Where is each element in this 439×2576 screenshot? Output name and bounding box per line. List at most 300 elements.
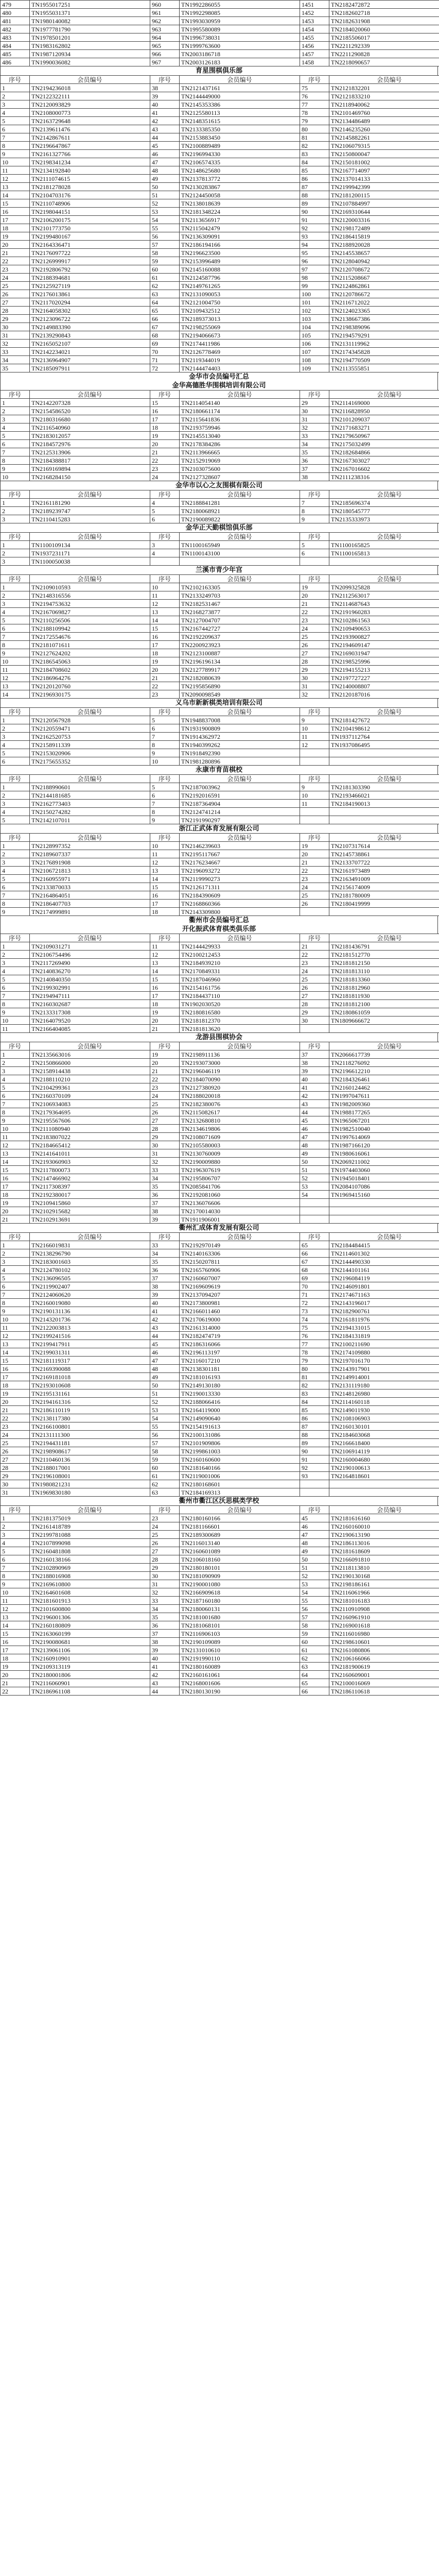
table-row	[1, 1258, 439, 1266]
member-id-cell: TN2144181685	[30, 791, 150, 800]
seq-cell: 7	[150, 800, 180, 808]
table-row	[1, 1158, 439, 1166]
member-id-cell: TN2168284150	[30, 473, 150, 481]
seq-cell: 6	[150, 791, 180, 800]
seq-cell: 24	[300, 967, 329, 975]
member-header: 会员编号	[30, 834, 150, 842]
member-header: 会员编号	[180, 834, 300, 842]
member-id-cell: TN1977781790	[30, 25, 150, 33]
seq-cell: 29	[150, 1133, 180, 1141]
member-id-cell: TN2149090640	[180, 1414, 300, 1422]
member-id-cell: TN1999763600	[180, 42, 300, 50]
member-id-cell: TN2160607007	[180, 1274, 300, 1282]
seq-cell: 80	[300, 125, 329, 133]
seq-cell: 5	[1, 975, 30, 984]
seq-cell: 28	[150, 1125, 180, 1133]
table-row	[1, 125, 439, 133]
member-id-cell: TN2188017001	[30, 1464, 150, 1472]
member-table	[0, 707, 439, 766]
seq-cell: 5	[1, 1274, 30, 1282]
member-id-cell: TN2161327766	[30, 150, 150, 158]
member-id-cell	[180, 557, 300, 566]
member-id-cell: TN2182472872	[329, 1, 439, 9]
member-header: 会员编号	[180, 775, 300, 783]
table-row	[1, 1514, 439, 1522]
member-id-cell: TN1931900809	[180, 724, 300, 733]
member-id-cell: TN2140840350	[30, 975, 150, 984]
member-id-cell: TN2162773403	[30, 800, 150, 808]
member-id-cell: TN2167069827	[30, 608, 150, 616]
seq-cell: 9	[300, 716, 329, 724]
member-id-cell: TN2192806792	[30, 265, 150, 274]
seq-cell: 41	[150, 1663, 180, 1671]
member-id-cell: TN2134486489	[329, 117, 439, 125]
member-id-cell: TN2116017210	[180, 1357, 300, 1365]
seq-cell: 967	[150, 58, 180, 66]
seq-cell: 9	[1, 649, 30, 657]
member-id-cell: TN1911906001	[180, 1215, 300, 1224]
table-row	[1, 1406, 439, 1414]
member-id-cell: TN2116828950	[329, 407, 439, 415]
seq-cell: 34	[1, 356, 30, 364]
member-id-cell: TN2127789917	[180, 666, 300, 674]
seq-cell: 90	[300, 1447, 329, 1455]
member-id-cell: TN2184939210	[180, 959, 300, 967]
member-id-cell: TN2116061966	[329, 1588, 439, 1597]
member-id-cell	[329, 1215, 439, 1224]
seq-cell: 20	[1, 1671, 30, 1679]
seq-cell: 35	[300, 448, 329, 456]
seq-cell: 5	[150, 783, 180, 791]
member-id-cell: TN2178384286	[180, 440, 300, 448]
member-id-cell: TN2164336471	[30, 241, 150, 249]
table-row	[1, 1207, 439, 1215]
seq-cell: 486	[1, 58, 30, 66]
member-id-cell: TN2113555851	[329, 364, 439, 372]
seq-cell: 964	[150, 33, 180, 42]
member-id-cell: TN1937086495	[329, 741, 439, 749]
seq-cell: 107	[300, 348, 329, 356]
header-row	[1, 834, 439, 842]
member-id-cell: TN2169310644	[329, 208, 439, 216]
seq-cell: 3	[1, 415, 30, 423]
member-id-cell: TN2149130180	[180, 1381, 300, 1389]
seq-cell	[300, 1480, 329, 1488]
member-id-cell: TN2196647867	[30, 142, 150, 150]
table-row	[1, 1605, 439, 1613]
table-row	[1, 608, 439, 616]
member-id-cell: TN2138667386	[329, 315, 439, 323]
member-id-cell: TN2179364695	[30, 1108, 150, 1116]
seq-cell: 24	[300, 883, 329, 891]
member-id-cell: TN2190080681	[30, 1638, 150, 1646]
table-row	[1, 9, 439, 17]
member-id-cell: TN2084107086	[329, 1182, 439, 1191]
member-id-cell: TN1980140082	[30, 17, 150, 25]
member-header: 会员编号	[30, 490, 150, 499]
member-id-cell: TN2003126183	[180, 58, 300, 66]
member-id-cell: TN2085841706	[180, 1182, 300, 1191]
member-id-cell: TN2182380076	[180, 1100, 300, 1108]
member-id-cell: TN2194236018	[30, 84, 150, 92]
member-id-cell: TN2138296790	[30, 1249, 150, 1258]
member-id-cell: TN2199480167	[30, 232, 150, 241]
member-id-cell: TN2193073000	[180, 1059, 300, 1067]
seq-header: 序号	[1, 76, 30, 84]
seq-cell: 58	[150, 249, 180, 257]
seq-cell: 28	[300, 657, 329, 666]
member-id-cell: TN2117800073	[30, 1166, 150, 1174]
table-row	[1, 1000, 439, 1008]
seq-cell: 82	[300, 142, 329, 150]
member-id-cell: TN2106166066	[329, 1654, 439, 1663]
seq-cell: 16	[1, 1638, 30, 1646]
header-row	[1, 1233, 439, 1241]
seq-cell: 3	[150, 541, 180, 549]
seq-cell: 103	[300, 315, 329, 323]
section-title: 开化振武体育棋类俱乐部	[0, 925, 438, 934]
member-id-cell: TN2183001603	[30, 1258, 150, 1266]
seq-cell: 62	[150, 282, 180, 290]
seq-cell: 6	[1, 757, 30, 766]
seq-cell: 35	[150, 1258, 180, 1266]
member-id-cell: TN2161080806	[329, 1646, 439, 1654]
member-header: 会员编号	[30, 1506, 150, 1514]
member-id-cell: TN2110748906	[30, 199, 150, 208]
seq-cell: 49	[150, 175, 180, 183]
member-id-cell: TN2127380920	[180, 1083, 300, 1092]
seq-cell: 963	[150, 25, 180, 33]
table-row	[1, 1621, 439, 1630]
seq-cell: 3	[1, 959, 30, 967]
seq-cell: 7	[1, 1564, 30, 1572]
member-id-cell: TN2194431181	[30, 1439, 150, 1447]
table-row	[1, 1215, 439, 1224]
table-row	[1, 624, 439, 633]
section-title: 金华高德胜华围棋培训有限公司	[0, 381, 438, 390]
table-row	[1, 109, 439, 117]
seq-cell: 19	[150, 657, 180, 666]
member-id-cell: TN2108071609	[180, 1133, 300, 1141]
member-id-cell: TN2181071611	[30, 641, 150, 649]
member-id-cell: TN1100165949	[180, 541, 300, 549]
seq-cell: 3	[1, 1531, 30, 1539]
member-id-cell: TN2170619000	[180, 1315, 300, 1324]
table-row	[1, 674, 439, 682]
header-row	[1, 575, 439, 583]
member-id-cell	[329, 1199, 439, 1207]
seq-cell: 3	[1, 100, 30, 109]
seq-cell: 99	[300, 282, 329, 290]
member-id-cell: TN2167442727	[180, 624, 300, 633]
member-id-cell: TN2120559471	[30, 724, 150, 733]
table-row	[1, 33, 439, 42]
seq-cell: 16	[150, 633, 180, 641]
seq-header: 序号	[300, 76, 329, 84]
member-id-cell: TN2142207328	[30, 399, 150, 407]
seq-cell: 5	[1, 749, 30, 757]
table-row	[1, 591, 439, 600]
member-id-cell	[329, 557, 439, 566]
member-id-cell: TN2160180809	[30, 1621, 150, 1630]
member-id-cell: TN2131119180	[329, 1381, 439, 1389]
seq-cell: 23	[150, 465, 180, 473]
seq-cell: 61	[300, 1646, 329, 1654]
seq-cell: 1452	[300, 9, 329, 17]
seq-cell: 43	[150, 1324, 180, 1332]
seq-cell: 29	[1, 315, 30, 323]
seq-cell: 1456	[300, 42, 329, 50]
member-id-cell: TN2181813360	[329, 975, 439, 984]
member-id-cell: TN2101600800	[30, 1605, 150, 1613]
member-header: 会员编号	[30, 934, 150, 942]
section-title: 衢州汇成体育发展有限公司	[0, 1224, 438, 1232]
seq-cell: 42	[150, 1315, 180, 1324]
member-id-cell: TN2131119962	[329, 340, 439, 348]
member-id-cell: TN2143917901	[329, 1365, 439, 1373]
member-id-cell: TN2120708672	[329, 265, 439, 274]
table-row	[1, 1539, 439, 1547]
table-row	[1, 1241, 439, 1249]
seq-cell: 33	[300, 432, 329, 440]
member-id-cell: TN2180419999	[329, 900, 439, 908]
table-row	[1, 1092, 439, 1100]
seq-cell: 27	[300, 992, 329, 1000]
seq-header: 序号	[300, 775, 329, 783]
seq-cell: 90	[300, 208, 329, 216]
seq-cell: 25	[300, 633, 329, 641]
member-id-cell: TN2120003316	[329, 216, 439, 224]
member-id-cell: TN2107884997	[329, 199, 439, 208]
seq-cell: 30	[300, 407, 329, 415]
seq-cell: 37	[150, 1199, 180, 1207]
member-id-cell: TN2160961910	[329, 1613, 439, 1621]
table-row	[1, 942, 439, 951]
member-id-cell: TN2199302991	[30, 984, 150, 992]
seq-header: 序号	[150, 708, 180, 716]
seq-cell: 9	[150, 749, 180, 757]
seq-cell: 19	[150, 432, 180, 440]
member-header: 会员编号	[180, 490, 300, 499]
seq-cell: 42	[150, 1671, 180, 1679]
member-id-cell: TN2147466902	[30, 1174, 150, 1182]
seq-cell: 38	[300, 473, 329, 481]
table-row	[1, 733, 439, 741]
member-id-cell: TN2187003962	[180, 783, 300, 791]
seq-cell: 29	[300, 1008, 329, 1016]
seq-cell: 33	[150, 1166, 180, 1174]
member-id-cell: TN2126999917	[30, 257, 150, 265]
seq-cell: 56	[150, 232, 180, 241]
member-id-cell: TN1992298085	[180, 9, 300, 17]
seq-cell: 17	[1, 216, 30, 224]
table-row	[1, 1067, 439, 1075]
seq-header: 序号	[300, 391, 329, 399]
seq-cell: 22	[150, 1075, 180, 1083]
member-id-cell: TN2169181018	[30, 1373, 150, 1381]
table-row	[1, 1307, 439, 1315]
seq-cell: 96	[300, 257, 329, 265]
member-id-cell: TN1937231171	[30, 549, 150, 557]
table-row	[1, 1630, 439, 1638]
table-row	[1, 1588, 439, 1597]
member-id-cell: TN2193010608	[30, 1381, 150, 1389]
seq-header: 序号	[150, 1506, 180, 1514]
seq-cell: 11	[150, 591, 180, 600]
seq-cell: 9	[1, 1116, 30, 1125]
member-id-cell: TN2193900827	[329, 633, 439, 641]
seq-cell: 62	[300, 1654, 329, 1663]
member-id-cell: TN2188841281	[180, 499, 300, 507]
member-id-cell: TN2193759946	[180, 423, 300, 432]
seq-cell: 31	[150, 1580, 180, 1588]
member-id-cell: TN2116540960	[30, 423, 150, 432]
seq-cell: 966	[150, 50, 180, 58]
member-id-cell: TN2194753632	[30, 600, 150, 608]
member-id-cell: TN2164818601	[329, 1472, 439, 1480]
member-id-cell: TN2186415819	[329, 232, 439, 241]
member-id-cell: TN2101773750	[30, 224, 150, 232]
seq-cell: 1	[1, 942, 30, 951]
seq-cell: 66	[150, 315, 180, 323]
seq-cell: 70	[300, 1282, 329, 1291]
seq-cell: 8	[1, 1000, 30, 1008]
table-row	[1, 232, 439, 241]
seq-cell: 1	[1, 1050, 30, 1059]
seq-cell: 46	[300, 1522, 329, 1531]
seq-cell: 106	[300, 340, 329, 348]
member-id-cell: TN2146235260	[329, 125, 439, 133]
member-id-cell: TN2160160010	[329, 1522, 439, 1531]
member-header: 会员编号	[30, 575, 150, 583]
member-id-cell: TN2105580003	[180, 1141, 300, 1149]
header-row	[1, 533, 439, 541]
seq-cell: 3	[1, 800, 30, 808]
member-id-cell: TN2136964907	[30, 356, 150, 364]
seq-header: 序号	[300, 708, 329, 716]
seq-cell: 2	[1, 591, 30, 600]
table-row	[1, 1075, 439, 1083]
member-id-cell: TN2187364904	[180, 800, 300, 808]
member-id-cell: TN2189607337	[30, 850, 150, 858]
member-id-cell: TN1948837008	[180, 716, 300, 724]
seq-cell: 18	[1, 1381, 30, 1389]
seq-cell: 50	[150, 183, 180, 191]
seq-header: 序号	[300, 575, 329, 583]
seq-cell: 12	[1, 674, 30, 682]
seq-cell: 1457	[300, 50, 329, 58]
member-id-cell: TN2170849331	[180, 967, 300, 975]
seq-cell: 27	[300, 649, 329, 657]
table-row	[1, 142, 439, 150]
seq-cell: 20	[150, 440, 180, 448]
seq-cell: 5	[1, 432, 30, 440]
seq-cell: 21	[300, 942, 329, 951]
member-id-cell: TN2190131136	[30, 1307, 150, 1315]
member-id-cell: TN2003186718	[180, 50, 300, 58]
member-id-cell: TN2104299361	[30, 1083, 150, 1092]
table-row	[1, 423, 439, 432]
seq-cell: 1	[1, 783, 30, 791]
header-row	[1, 1042, 439, 1050]
member-id-cell: TN2133249703	[180, 591, 300, 600]
seq-cell: 67	[300, 1258, 329, 1266]
member-id-cell: TN2171683271	[329, 423, 439, 432]
member-id-cell: TN2115641836	[180, 415, 300, 423]
member-header: 会员编号	[329, 934, 439, 942]
member-id-cell: TN2191960283	[329, 608, 439, 616]
seq-cell: 14	[1, 1621, 30, 1630]
member-id-cell: TN2099325828	[329, 583, 439, 591]
table-row	[1, 507, 439, 515]
table-row	[1, 175, 439, 183]
seq-cell: 3	[1, 1258, 30, 1266]
member-id-cell: TN2196612210	[329, 1067, 439, 1075]
seq-cell: 8	[1, 900, 30, 908]
member-id-cell: TN2196307619	[180, 1166, 300, 1174]
seq-header: 序号	[150, 490, 180, 499]
seq-cell: 74	[300, 1315, 329, 1324]
member-id-cell: TN2140163306	[180, 1249, 300, 1258]
table-row	[1, 1059, 439, 1067]
member-id-cell: TN2181166601	[180, 1522, 300, 1531]
seq-cell: 17	[150, 641, 180, 649]
table-row	[1, 1083, 439, 1092]
table-row	[1, 407, 439, 415]
member-id-cell: TN2160370109	[30, 1092, 150, 1100]
table-row	[1, 158, 439, 166]
table-row	[1, 315, 439, 323]
section-title: 金华市会员编号汇总	[0, 372, 438, 381]
table-row	[1, 399, 439, 407]
member-id-cell: TN2116712022	[329, 298, 439, 307]
seq-cell: 5	[1, 117, 30, 125]
seq-cell: 79	[300, 117, 329, 125]
member-id-cell: TN2116016980	[329, 1630, 439, 1638]
seq-cell: 1	[1, 1241, 30, 1249]
seq-cell: 17	[1, 1373, 30, 1381]
member-id-cell: TN2196196134	[180, 657, 300, 666]
member-id-cell: TN1945018401	[329, 1174, 439, 1182]
member-id-cell: TN2182684866	[329, 448, 439, 456]
table-row	[1, 1025, 439, 1033]
member-id-cell: TN2181812100	[329, 1000, 439, 1008]
member-id-cell: TN2181119317	[30, 1357, 150, 1365]
member-id-cell: TN1100165813	[329, 549, 439, 557]
seq-cell: 23	[300, 959, 329, 967]
member-id-cell	[329, 749, 439, 757]
seq-cell: 36	[150, 1266, 180, 1274]
member-id-cell: TN2142867611	[30, 133, 150, 142]
member-id-cell: TN2180316680	[30, 415, 150, 423]
seq-cell: 1	[1, 84, 30, 92]
seq-cell: 34	[150, 1249, 180, 1258]
seq-cell: 7	[1, 133, 30, 142]
member-id-cell: TN2182602718	[329, 9, 439, 17]
seq-cell: 32	[150, 1158, 180, 1166]
seq-cell: 33	[150, 1597, 180, 1605]
member-id-cell: TN2126171311	[180, 883, 300, 891]
seq-cell: 10	[1, 1125, 30, 1133]
seq-cell: 21	[1, 1406, 30, 1414]
member-id-cell: TN1100143100	[180, 549, 300, 557]
member-id-cell: TN2102890969	[30, 1564, 150, 1572]
member-id-cell: TN2186113016	[329, 1539, 439, 1547]
member-id-cell: TN2160160600	[180, 1455, 300, 1464]
member-id-cell: TN2137813772	[180, 175, 300, 183]
member-id-cell: TN2174345828	[329, 348, 439, 356]
table-row	[1, 1, 439, 9]
